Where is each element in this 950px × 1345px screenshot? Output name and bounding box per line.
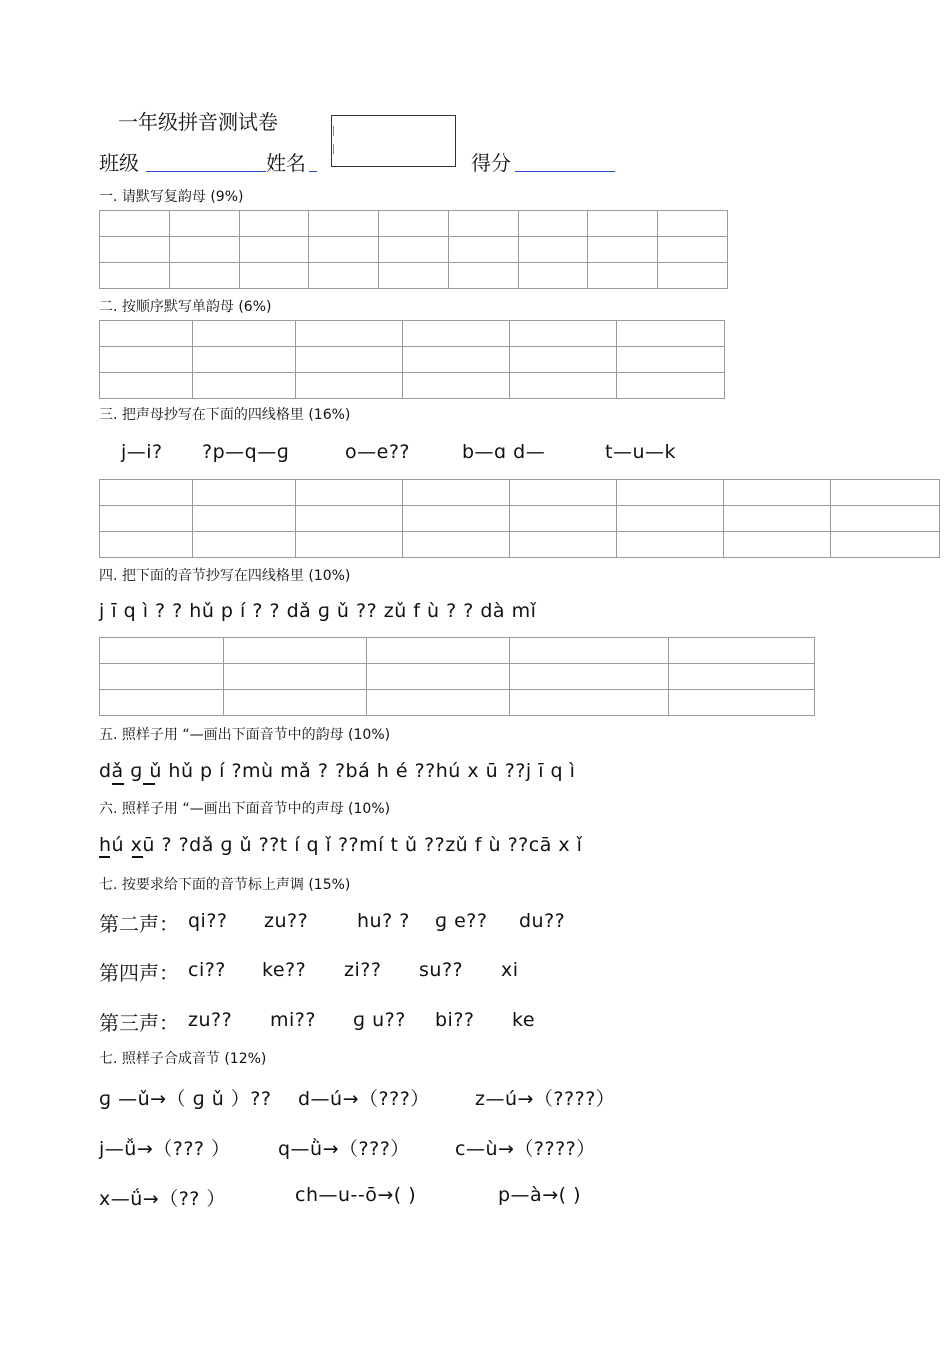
combine-item: ɡ —ǔ→（ ɡ ǔ ）??: [99, 1088, 272, 1110]
section-5-heading: 五. 照样子用 “—画出下面音节中的韵母 (10%): [99, 727, 391, 743]
score-field[interactable]: [515, 149, 615, 172]
page-title: 一年级拼音测试卷: [118, 110, 278, 134]
combine-item: z—ú→（????）: [475, 1088, 616, 1110]
section-7-heading: 七. 按要求给下面的音节标上声调 (15%): [99, 877, 351, 893]
section-4-heading: 四. 把下面的音节抄写在四线格里 (10%): [99, 568, 351, 584]
tone-item: xi: [501, 959, 519, 981]
combine-item: x—ǘ→（?? ）: [99, 1188, 226, 1210]
combine-item: p—à→( ): [498, 1184, 581, 1206]
tone-item: du??: [519, 910, 566, 932]
initial-item: ?p—q—ɡ: [202, 441, 290, 463]
example-underline: [143, 783, 155, 785]
initial-item: b—ɑ d—: [462, 441, 546, 463]
section-1-heading: 一. 请默写复韵母 (9%): [99, 189, 244, 205]
tone-item: ɡ u??: [353, 1009, 406, 1031]
writing-grid-1[interactable]: [99, 210, 728, 289]
tone-row-label: 第二声：: [99, 912, 179, 936]
tone-item: ke??: [262, 959, 307, 981]
writing-grid-2[interactable]: [99, 320, 725, 399]
tone-item: zi??: [344, 959, 382, 981]
initial-item: t—u—k: [605, 441, 676, 463]
example-underline: [112, 783, 124, 785]
tone-item: zu??: [188, 1009, 233, 1031]
tone-item: su??: [419, 959, 464, 981]
class-label: 班级: [99, 151, 139, 175]
example-underline: [99, 856, 110, 858]
tone-item: ci??: [188, 959, 226, 981]
tone-item: bi??: [435, 1009, 475, 1031]
name-label: 姓名: [266, 151, 306, 175]
syllable-line: hú xū ? ?dǎ ɡ ǔ ??t í q ǐ ??mí t ǔ ??zǔ f ù ??cā x ǐ: [99, 834, 583, 856]
combine-item: c—ù→（????）: [455, 1138, 596, 1160]
writing-grid-4[interactable]: [99, 637, 815, 716]
section-3-heading: 三. 把声母抄写在下面的四线格里 (16%): [99, 407, 351, 423]
score-label: 得分: [471, 151, 511, 175]
tone-item: zu??: [264, 910, 309, 932]
initial-item: j—i?: [121, 441, 163, 463]
class-field[interactable]: [146, 149, 266, 172]
tone-item: mi??: [270, 1009, 316, 1031]
tone-item: hu? ?: [357, 910, 410, 932]
tone-item: qi??: [188, 910, 228, 932]
box-mark: [333, 144, 334, 154]
tone-row-label: 第三声：: [99, 1011, 179, 1035]
box-mark: [333, 126, 334, 136]
tone-row-label: 第四声：: [99, 961, 179, 985]
initial-item: o—e??: [345, 441, 410, 463]
tone-item: ɡ e??: [435, 910, 488, 932]
syllable-line: j ī q ì ? ? hǔ p í ? ? dǎ ɡ ǔ ?? zǔ f ù ? ? dà mǐ: [99, 600, 537, 622]
section-2-heading: 二. 按顺序默写单韵母 (6%): [99, 299, 272, 315]
combine-item: j—ǚ→（??? ）: [99, 1138, 231, 1160]
name-field[interactable]: [309, 149, 317, 172]
combine-item: ch—u--ō→( ): [295, 1184, 417, 1206]
combine-item: q—ǜ→（???）: [278, 1138, 410, 1160]
combine-item: d—ú→（???）: [298, 1088, 430, 1110]
syllable-line: dǎ ɡ ǔ hǔ p í ?mù mǎ ? ?bá h é ??hú x ū ??j ī q ì: [99, 760, 576, 782]
example-underline: [132, 856, 143, 858]
name-box[interactable]: [331, 115, 456, 167]
writing-grid-3[interactable]: [99, 479, 940, 558]
section-6-heading: 六. 照样子用 “—画出下面音节中的声母 (10%): [99, 801, 391, 817]
tone-item: ke: [512, 1009, 536, 1031]
section-8-heading: 七. 照样子合成音节 (12%): [99, 1051, 267, 1067]
